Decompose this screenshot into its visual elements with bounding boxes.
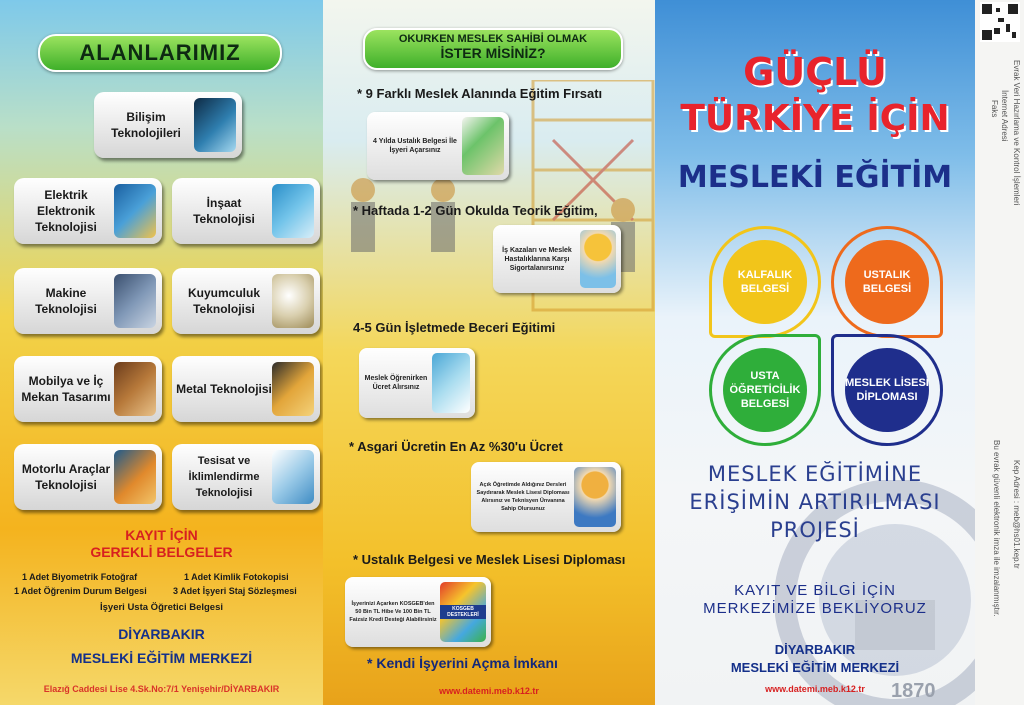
- bullet-training-opportunity: * 9 Farklı Meslek Alanında Eğitim Fırsatı: [357, 86, 603, 101]
- qr-code: [980, 2, 1020, 42]
- invite-line2: MERKEZİMİZE BEKLİYORUZ: [703, 600, 927, 617]
- area-photo: [114, 274, 156, 328]
- edge-line2: İnternet Adresi: [1000, 90, 1009, 142]
- area-card-insaat: [172, 178, 320, 244]
- bullet-skill-training: 4-5 Gün İşletmede Beceri Eğitimi: [353, 320, 556, 335]
- area-card-bilisim: [94, 92, 242, 158]
- area-card-tesisat: [172, 444, 320, 510]
- invite-line1: KAYIT VE BİLGİ İÇİN: [734, 582, 896, 599]
- area-label: İnşaat Teknolojisi: [193, 196, 255, 226]
- badge-usta-ogreticilik: [709, 334, 821, 446]
- area-card-mobilya: [14, 356, 162, 422]
- money-image: [432, 353, 470, 413]
- bullet-theory: * Haftada 1-2 Gün Okulda Teorik Eğitim,: [353, 203, 598, 218]
- right-center-line2: MESLEKİ EĞİTİM MERKEZİ: [730, 660, 900, 675]
- address: Elazığ Caddesi Lise 4.Sk.No:7/1 Yenişehir/DİYARBAKIR: [43, 684, 280, 694]
- area-card-makine: [14, 268, 162, 334]
- area-photo: [272, 450, 314, 504]
- doc-item: 1 Adet Kimlik Fotokopisi: [184, 572, 289, 582]
- edge-line4: Kep Adresi : meb@hs01.kep.tr: [1012, 460, 1021, 569]
- docs-title-line2: GEREKLİ BELGELER: [90, 544, 233, 560]
- center-name-line1: DİYARBAKIR: [118, 626, 205, 642]
- letter-edge-strip: [975, 0, 1024, 705]
- card-insurance: [493, 225, 621, 293]
- left-panel: [0, 0, 323, 705]
- edge-line3: Faks: [990, 100, 999, 118]
- card-diploma: [471, 462, 621, 532]
- area-photo: [272, 362, 314, 416]
- area-photo: [194, 98, 236, 152]
- edge-line1: Evrak Veri Hazırlama ve Kontrol İşlemleri: [1012, 60, 1021, 206]
- middle-website: www.datemi.meb.k12.tr: [439, 686, 539, 696]
- project-line2: ERİŞİMİN ARTIRILMASI: [689, 490, 941, 514]
- card-text: Meslek Öğrenirken Ücret Alırsınız: [364, 375, 428, 391]
- area-label: Bilişim Teknolojileri: [111, 110, 181, 140]
- area-photo: [272, 184, 314, 238]
- title-line3: MESLEKİ EĞİTİM: [677, 160, 953, 195]
- area-label: Makine Teknolojisi: [35, 286, 97, 316]
- certificate-image: [462, 117, 504, 175]
- middle-panel: [323, 0, 655, 705]
- card-text: Açık Öğretimde Aldığınız Dersleri Saydırarak Meslek Lisesi Diploması Alırsınız ve Teknisyen Ünvanına Sahip Olursunuz: [476, 482, 570, 512]
- right-website: www.datemi.meb.k12.tr: [765, 684, 865, 694]
- area-card-elektrik: [14, 178, 162, 244]
- area-label: Motorlu Araçlar Teknolojisi: [21, 462, 111, 492]
- center-name-line2: MESLEKİ EĞİTİM MERKEZİ: [70, 650, 253, 666]
- card-text: 4 Yılda Ustalık Belgesi İle İşyeri Açarsınız: [373, 138, 457, 154]
- area-label: Kuyumculuk Teknolojisi: [187, 286, 260, 316]
- bullet-certificate: * Ustalık Belgesi ve Meslek Lisesi Diploması: [353, 552, 626, 567]
- badge-kalfalik: [709, 226, 821, 338]
- area-label: Mobilya ve İç Mekan Tasarımı: [21, 374, 111, 404]
- right-center-line1: DİYARBAKIR: [774, 642, 856, 657]
- badge-label: USTALIK BELGESİ: [845, 240, 929, 324]
- doc-item: 3 Adet İşyeri Staj Sözleşmesi: [173, 586, 297, 596]
- badge-label: USTA ÖĞRETİCİLİK BELGESİ: [723, 348, 807, 432]
- bullet-own-business: * Kendi İşyerini Açma İmkanı: [367, 655, 558, 671]
- area-photo: [114, 362, 156, 416]
- project-line1: MESLEK EĞİTİMİNE: [707, 462, 923, 486]
- middle-header-line2: İSTER MİSİNİZ?: [440, 45, 546, 61]
- doc-item: 1 Adet Biyometrik Fotoğraf: [22, 572, 138, 582]
- kosgeb-badge: KOSGEB DESTEKLERİ: [440, 605, 486, 619]
- area-card-metal: [172, 356, 320, 422]
- middle-header: [363, 28, 623, 70]
- edge-line5: Bu evrak güvenli elektronik imza ile imzalanmıştır.: [992, 440, 1001, 617]
- area-label: Tesisat ve İklimlendirme Teknolojisi: [188, 455, 260, 499]
- bullet-minimum-wage: * Asgari Ücretin En Az %30'u Ücret: [349, 439, 563, 454]
- badge-meslek-lisesi: [831, 334, 943, 446]
- card-text: İşyerinizi Açarken KOSGEB'den 50 Bin TL Hibe Ve 100 Bin TL Faizsiz Kredi Desteği Alabilirsiniz: [349, 601, 437, 623]
- card-text: İş Kazaları ve Meslek Hastalıklarına Karşı Sigortalanırsınız: [502, 246, 572, 272]
- area-photo: [114, 450, 156, 504]
- title-line1: GÜÇLÜ: [743, 50, 887, 94]
- area-card-motorlu: [14, 444, 162, 510]
- badge-ustalik: [831, 226, 943, 338]
- card-kosgeb: [345, 577, 491, 647]
- kosgeb-image: [440, 582, 486, 642]
- badge-label: MESLEK LİSESİ DİPLOMASI: [845, 348, 929, 432]
- title-line2: TÜRKİYE İÇİN: [680, 98, 950, 139]
- right-panel: [655, 0, 975, 705]
- doc-item: İşyeri Usta Öğretici Belgesi: [99, 602, 224, 613]
- badge-label: KALFALIK BELGESİ: [723, 240, 807, 324]
- doc-item: 1 Adet Öğrenim Durum Belgesi: [14, 586, 147, 596]
- seal-year: 1870: [891, 680, 936, 702]
- student-icon: [574, 467, 616, 527]
- project-line3: PROJESİ: [770, 518, 860, 542]
- area-photo: [114, 184, 156, 238]
- area-label: Metal Teknolojisi: [176, 382, 272, 396]
- areas-header: ALANLARIMIZ: [38, 34, 282, 72]
- card-wage: [359, 348, 475, 418]
- area-card-kuyumculuk: [172, 268, 320, 334]
- worker-icon: [580, 230, 616, 288]
- docs-title-line1: KAYIT İÇİN: [125, 527, 198, 543]
- area-label: Elektrik Elektronik Teknolojisi: [35, 188, 97, 234]
- card-business: [367, 112, 509, 180]
- middle-header-line1: OKURKEN MESLEK SAHİBİ OLMAK: [398, 33, 588, 45]
- area-photo: [272, 274, 314, 328]
